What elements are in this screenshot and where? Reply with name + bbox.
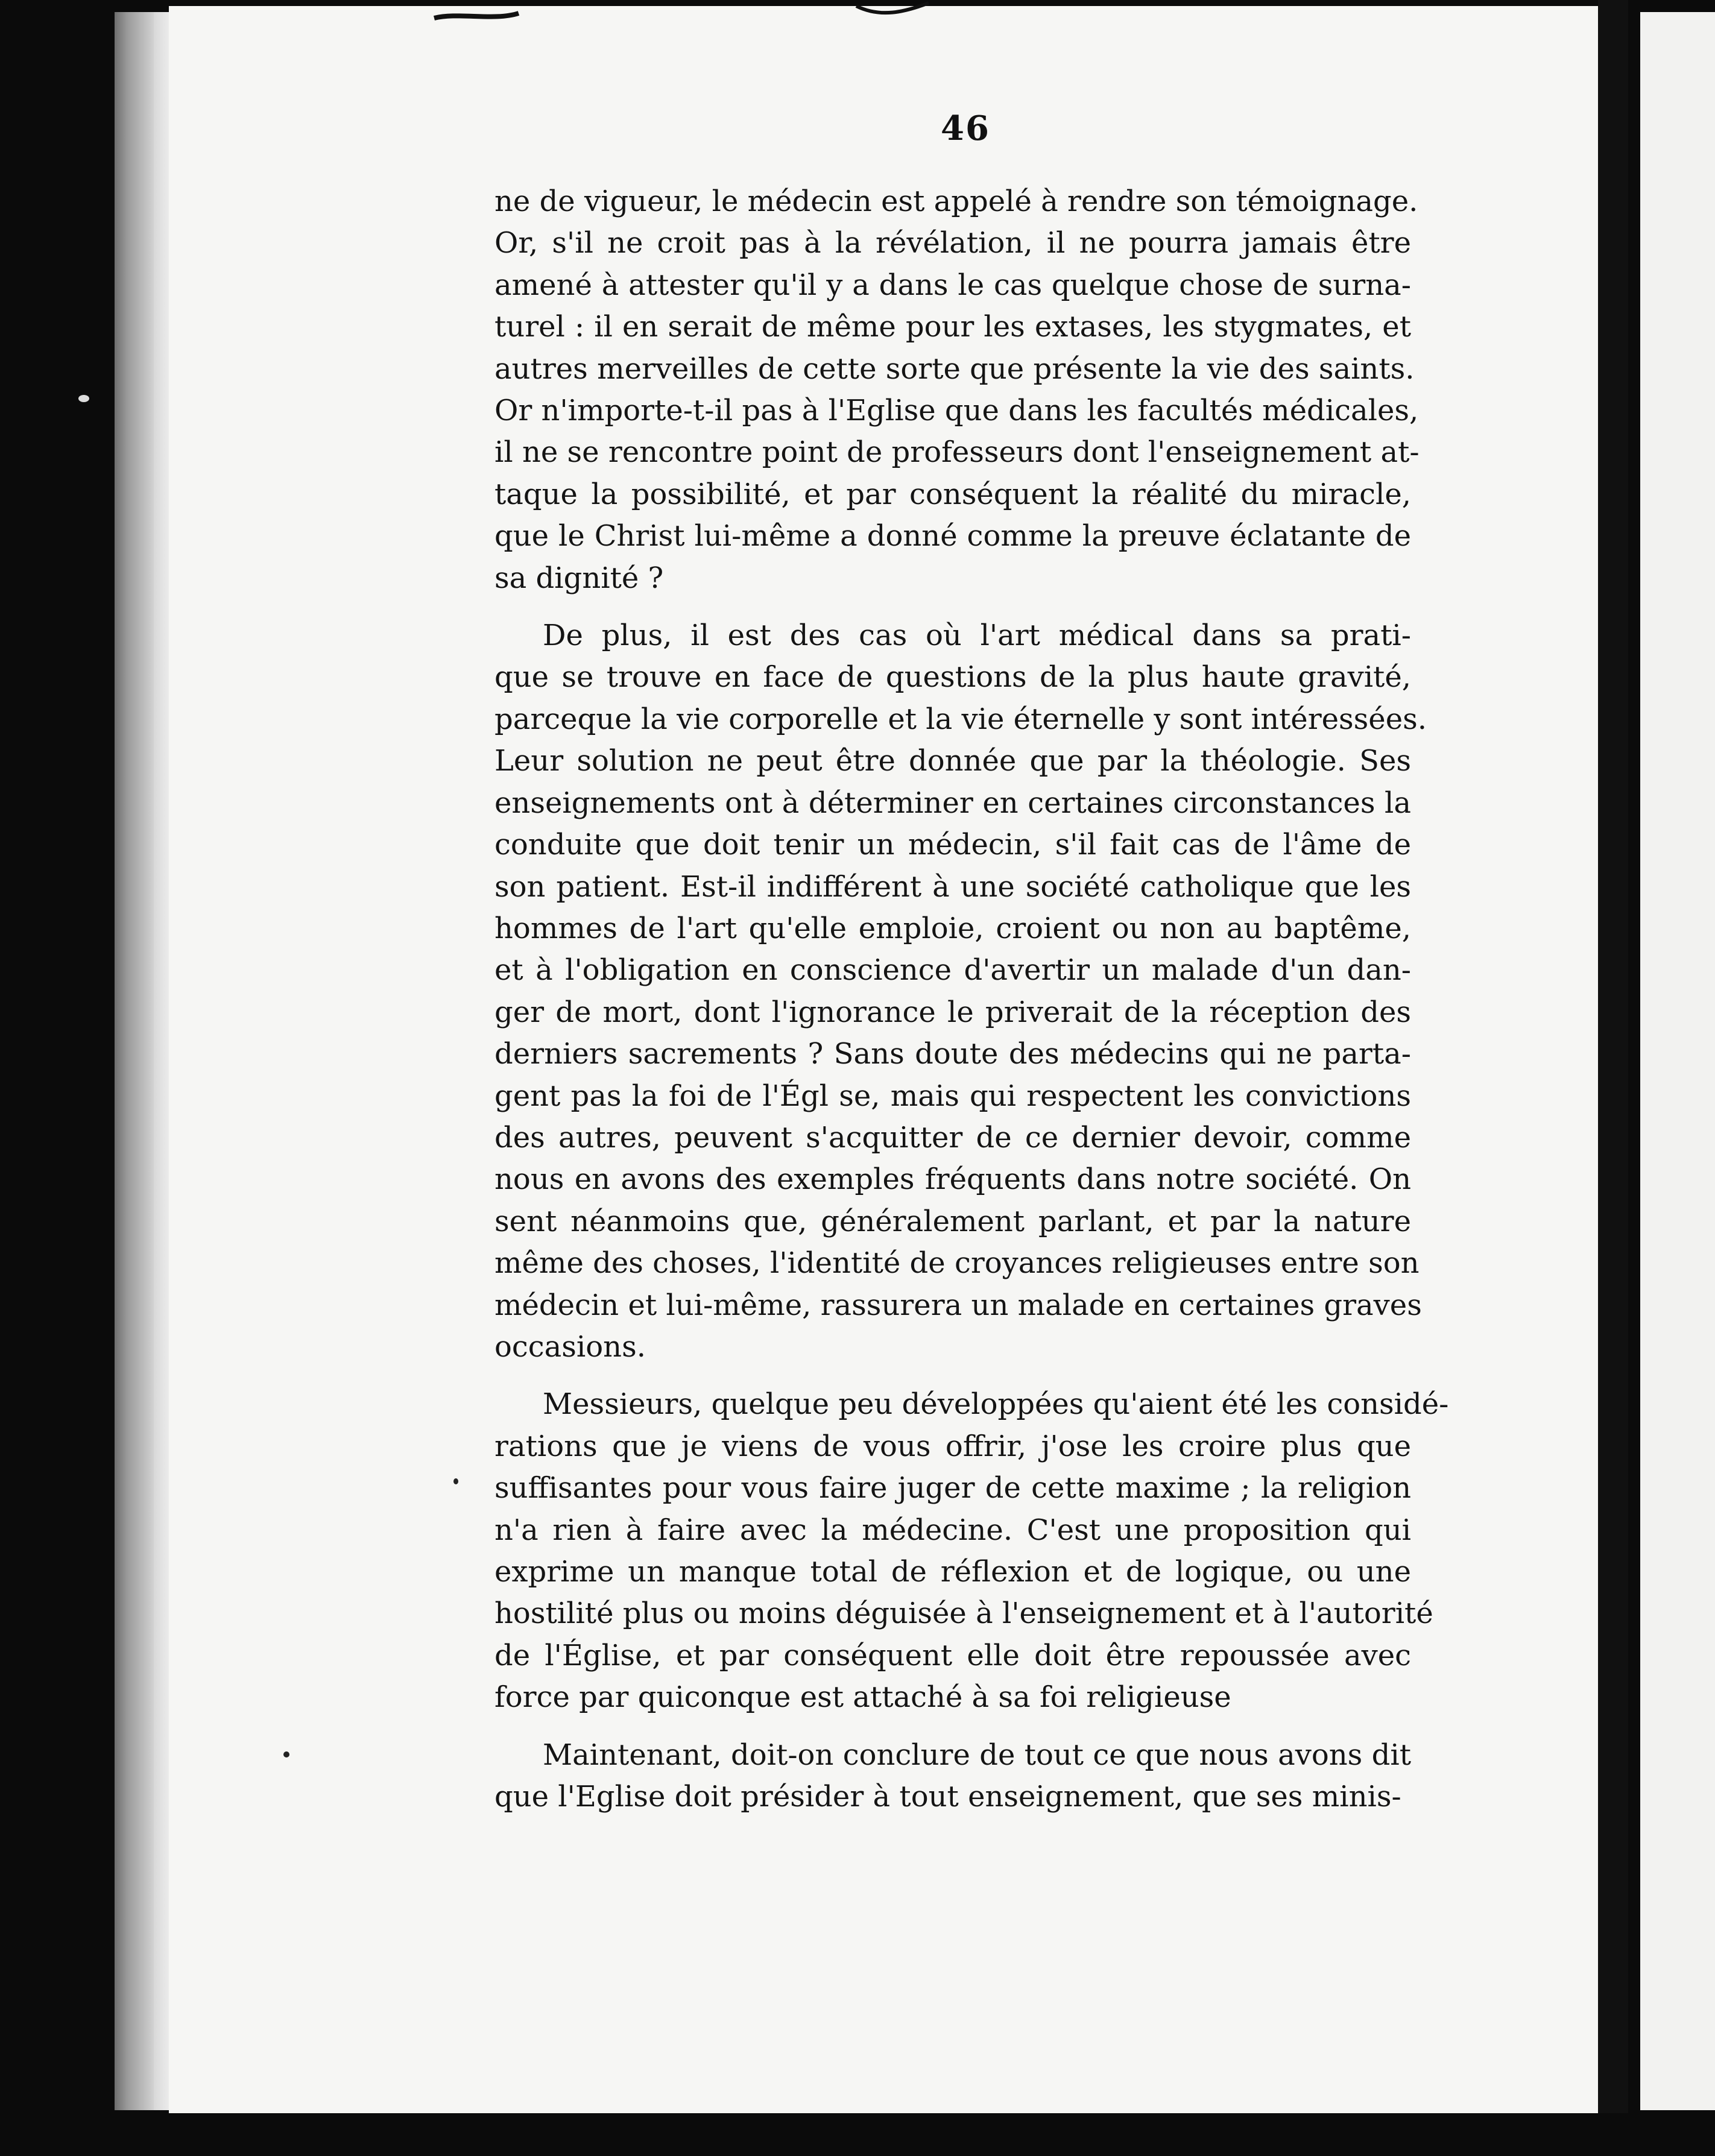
text-line: sent néanmoins que, généralement parlant, et par la nature xyxy=(494,1204,1411,1238)
text-line: suffisantes pour vous faire juger de cette maxime ; la religion xyxy=(494,1471,1411,1505)
text-line: ger de mort, dont l'ignorance le priverait de la réception des xyxy=(494,995,1411,1029)
text-line: gent pas la foi de l'Égl se, mais qui respectent les convictions xyxy=(494,1079,1411,1113)
paragraph xyxy=(494,615,1427,1368)
body-text xyxy=(494,181,1449,1818)
text-line: enseignements ont à déterminer en certaines circonstances la xyxy=(494,786,1411,820)
text-line: que l'Eglise doit présider à tout enseignement, que ses minis- xyxy=(494,1780,1401,1814)
text-line: son patient. Est-il indifférent à une société catholique que les xyxy=(494,869,1411,904)
text-line: conduite que doit tenir un médecin, s'il fait cas de l'âme de xyxy=(494,828,1411,862)
bottom-scan-border xyxy=(0,2113,1715,2156)
text-line: Or n'importe-t-il pas à l'Eglise que dans les facultés médicales, xyxy=(494,394,1419,428)
page-number: 46 xyxy=(941,109,990,148)
text-line: amené à attester qu'il y a dans le cas quelque chose de surna- xyxy=(494,268,1411,302)
text-line: hommes de l'art qu'elle emploie, croient ou non au baptême, xyxy=(494,911,1411,945)
book-binding-edge xyxy=(115,12,157,2110)
paragraph xyxy=(494,1735,1411,1818)
adjacent-page-edge xyxy=(1640,12,1715,2110)
text-line: ne de vigueur, le médecin est appelé à rendre son témoignage. xyxy=(494,184,1418,218)
text-line: Or, s'il ne croit pas à la révélation, il ne pourra jamais être xyxy=(494,226,1411,260)
text-line: derniers sacrements ? Sans doute des médecins qui ne parta- xyxy=(494,1037,1411,1071)
text-line: sa dignité ? xyxy=(494,561,664,595)
text-line: n'a rien à faire avec la médecine. C'est une proposition qui xyxy=(494,1513,1411,1547)
text-line: médecin et lui-même, rassurera un malade en certaines graves xyxy=(494,1288,1422,1322)
text-line: de l'Église, et par conséquent elle doit être repoussée avec xyxy=(494,1638,1411,1672)
text-line: Messieurs, quelque peu développées qu'aient été les considé- xyxy=(543,1387,1449,1422)
text-line: taque la possibilité, et par conséquent la réalité du miracle, xyxy=(494,477,1411,511)
scan-speck xyxy=(78,395,89,402)
text-line: même des choses, l'identité de croyances religieuses entre son xyxy=(494,1246,1420,1281)
text-line: Leur solution ne peut être donnée que par la théologie. Ses xyxy=(494,744,1411,778)
text-line: Maintenant, doit-on conclure de tout ce que nous avons dit xyxy=(543,1738,1411,1772)
scan-speck xyxy=(283,1751,289,1757)
scan-speck xyxy=(453,1478,458,1484)
text-line: parceque la vie corporelle et la vie éternelle y sont intéressées. xyxy=(494,702,1427,736)
text-line: et à l'obligation en conscience d'avertir un malade d'un dan- xyxy=(494,953,1411,988)
text-line: autres merveilles de cette sorte que présente la vie des saints. xyxy=(494,351,1415,386)
text-line: que se trouve en face de questions de la plus haute gravité, xyxy=(494,660,1411,695)
text-line: exprime un manque total de réflexion et de logique, ou une xyxy=(494,1555,1411,1589)
text-line: force par quiconque est attaché à sa foi religieuse xyxy=(494,1680,1231,1715)
text-line: rations que je viens de vous offrir, j'ose les croire plus que xyxy=(494,1429,1411,1463)
text-line: que le Christ lui-même a donné comme la preuve éclatante de xyxy=(494,519,1411,553)
scan-artifact-marks xyxy=(422,0,965,24)
paragraph xyxy=(494,181,1420,599)
paragraph xyxy=(494,1384,1449,1718)
page-gutter xyxy=(1598,0,1628,2156)
text-line: hostilité plus ou moins déguisée à l'enseignement et à l'autorité xyxy=(494,1597,1433,1631)
text-line: nous en avons des exemples fréquents dans notre société. On xyxy=(494,1162,1411,1197)
text-line: des autres, peuvent s'acquitter de ce dernier devoir, comme xyxy=(494,1120,1411,1155)
text-line: turel : il en serait de même pour les extases, les stygmates, et xyxy=(494,310,1411,344)
text-line: occasions. xyxy=(494,1329,646,1364)
text-line: il ne se rencontre point de professeurs dont l'enseignement at- xyxy=(494,435,1420,470)
text-line: De plus, il est des cas où l'art médical dans sa prati- xyxy=(543,619,1411,653)
